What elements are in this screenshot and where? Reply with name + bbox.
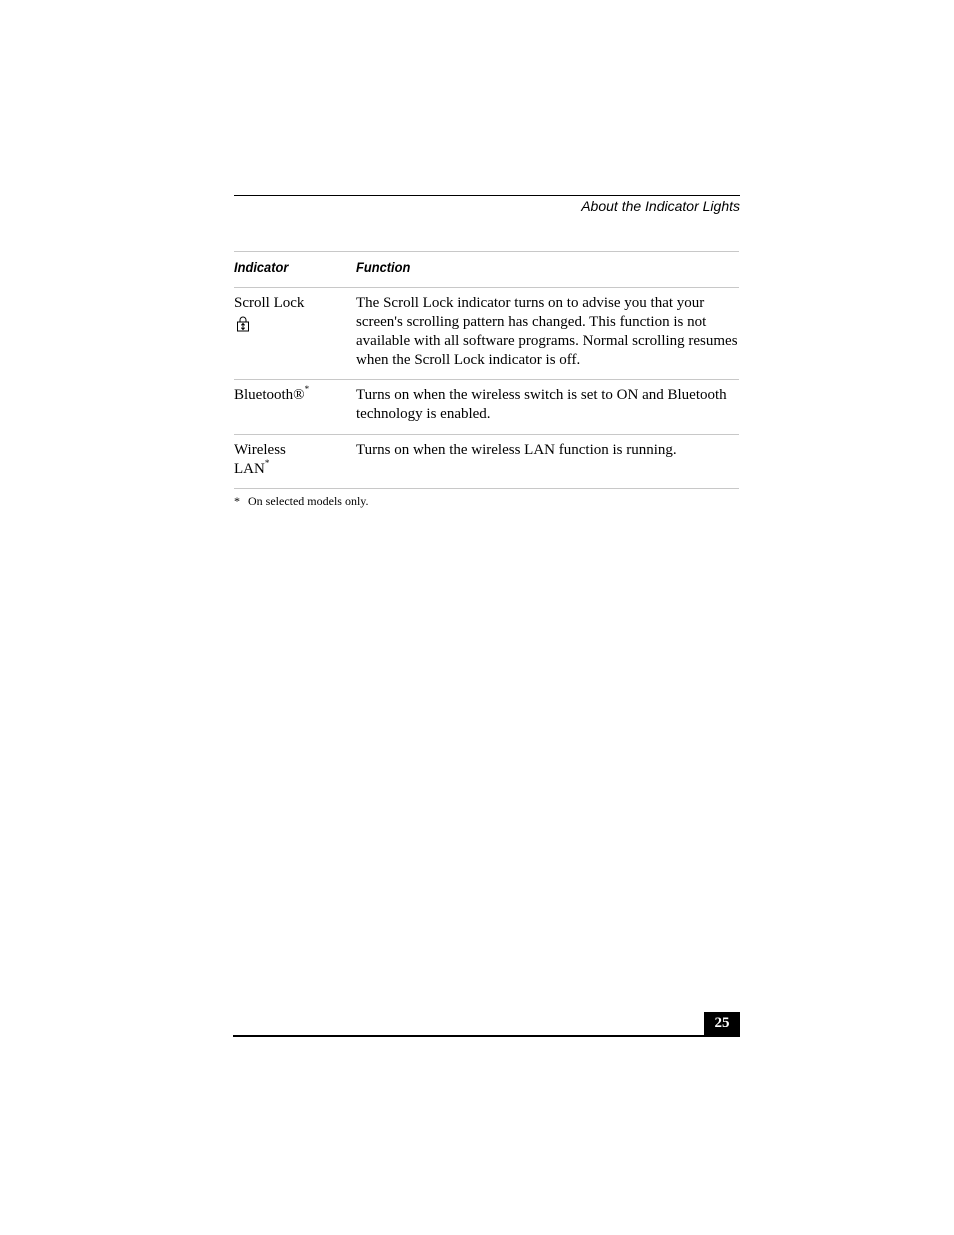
scroll-lock-icon bbox=[236, 316, 250, 332]
indicator-cell bbox=[234, 386, 352, 405]
footnote-mark: * bbox=[234, 494, 240, 508]
page-number: 25 bbox=[704, 1012, 740, 1036]
function-cell: The Scroll Lock indicator turns on to advise you that your screen's scrolling pattern has changed. This function is not available with all software programs. Normal scrolling resumes when the Scroll Lock indicator is off. bbox=[356, 295, 738, 368]
column-header-function: Function bbox=[356, 259, 411, 275]
indicator-name-line1: Wireless bbox=[234, 442, 286, 458]
table-bottom-rule bbox=[234, 488, 739, 489]
footer-rule bbox=[233, 1035, 740, 1037]
indicator-table bbox=[234, 251, 739, 489]
column-header-indicator: Indicator bbox=[234, 259, 289, 275]
footnote-marker: * bbox=[264, 458, 270, 468]
footnote-marker: * bbox=[304, 384, 310, 394]
indicator-name: Scroll Lock bbox=[234, 295, 305, 311]
footnote-text: On selected models only. bbox=[248, 494, 369, 508]
indicator-cell bbox=[234, 294, 352, 332]
function-cell: Turns on when the wireless switch is set to ON and Bluetooth technology is enabled. bbox=[356, 387, 727, 422]
running-header: About the Indicator Lights bbox=[581, 198, 740, 214]
footnote bbox=[234, 494, 369, 509]
table-row bbox=[234, 380, 739, 434]
indicator-name-line2: LAN bbox=[234, 461, 265, 477]
table-header-row bbox=[234, 252, 739, 287]
indicator-cell bbox=[234, 441, 352, 479]
table-row bbox=[234, 288, 739, 379]
function-cell: Turns on when the wireless LAN function is running. bbox=[356, 442, 677, 458]
indicator-name: Bluetooth® bbox=[234, 387, 305, 403]
table-row bbox=[234, 435, 739, 488]
header-rule bbox=[234, 195, 740, 196]
